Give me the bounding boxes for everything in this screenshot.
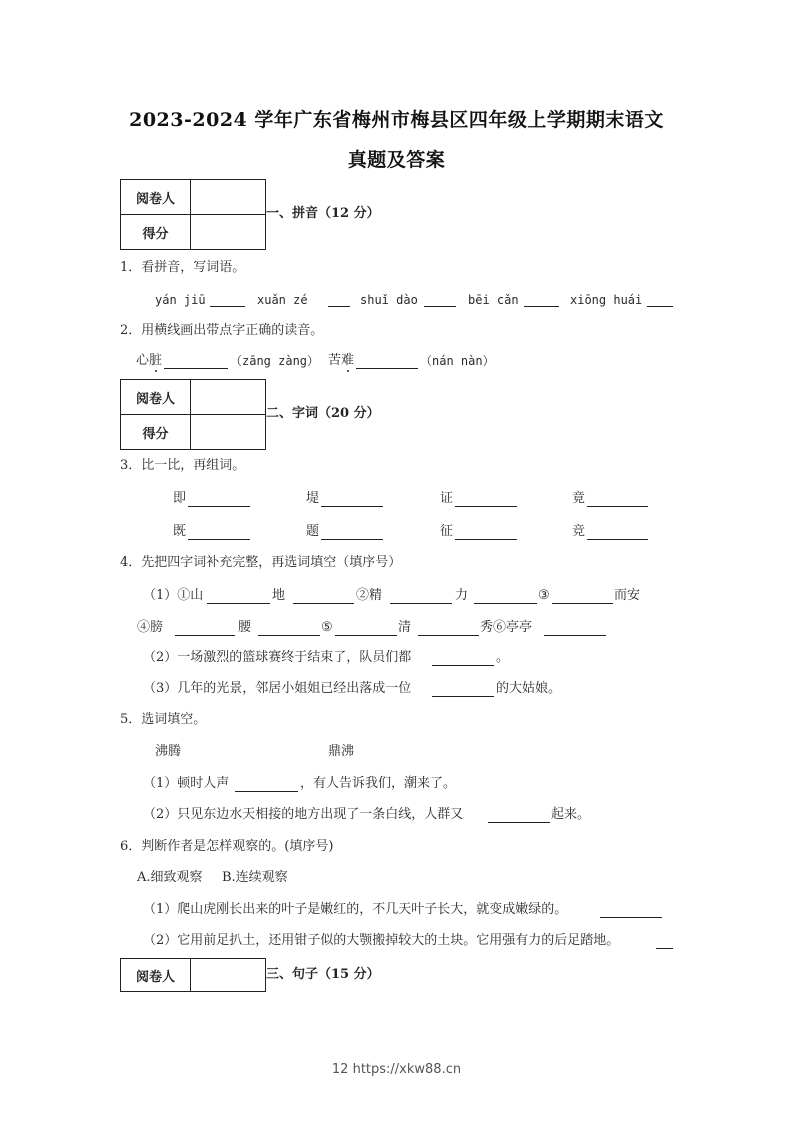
dotted-word <box>328 353 354 369</box>
fill-sentence: （2）只见东边水天相接的地方出现了一条白线，人群又 <box>143 807 464 822</box>
answer-blank[interactable] <box>175 635 235 636</box>
compare-char: 题 <box>306 524 320 539</box>
answer-blank[interactable] <box>587 506 648 507</box>
choice-option: B.连续观察 <box>222 870 288 885</box>
dotted-word <box>136 353 162 369</box>
answer-blank[interactable] <box>335 635 397 636</box>
document-title-line-2: 真题及答案 <box>347 149 446 171</box>
pinyin-item: bēi cǎn <box>468 293 519 307</box>
compare-char: 竟 <box>572 491 586 506</box>
idiom-fragment: 地 <box>272 588 286 603</box>
answer-blank[interactable] <box>418 635 479 636</box>
grader-cell <box>191 959 266 992</box>
answer-blank[interactable] <box>474 603 537 604</box>
word-char: 心 <box>136 353 150 368</box>
fill-sentence: （2）一场激烈的篮球赛终于结束了，队员们都 <box>143 650 412 665</box>
pinyin-item: shuǐ dào <box>360 293 418 307</box>
score-label: 得分 <box>121 415 191 450</box>
answer-blank[interactable] <box>524 306 559 307</box>
fill-sentence-end: 。 <box>496 650 510 665</box>
section-heading-pinyin: 一、拼音（12 分） <box>266 206 380 221</box>
answer-blank[interactable] <box>164 368 228 369</box>
answer-blank[interactable] <box>587 539 648 540</box>
document-title-line-1: 2023-2024 学年广东省梅州市梅县区四年级上学期期末语文 <box>129 109 664 131</box>
idiom-fragment: ⑤ <box>321 620 333 635</box>
grader-cell <box>191 380 266 415</box>
answer-blank[interactable] <box>235 791 298 792</box>
answer-blank[interactable] <box>390 603 452 604</box>
idiom-fragment: 而安 <box>614 588 641 603</box>
answer-blank[interactable] <box>432 696 494 697</box>
answer-blank[interactable] <box>544 635 606 636</box>
answer-blank[interactable] <box>455 506 517 507</box>
answer-blank[interactable] <box>356 368 418 369</box>
fill-sentence: （3）几年的光景，邻居小姐姐已经出落成一位 <box>143 681 412 696</box>
question-6-prompt: 6．判断作者是怎样观察的。(填序号) <box>120 839 334 854</box>
section-heading-sentences: 三、句子（15 分） <box>266 967 380 982</box>
reading-options: （nán nàn） <box>420 354 495 368</box>
question-2-prompt: 2．用横线画出带点字正确的读音。 <box>120 323 324 338</box>
compare-char: 证 <box>440 491 454 506</box>
section-heading-words: 二、字词（20 分） <box>266 406 380 421</box>
answer-blank[interactable] <box>424 306 456 307</box>
grader-label: 阅卷人 <box>121 380 191 415</box>
idiom-fragment: ②精 <box>356 588 383 603</box>
footer-url: https://xkw88.cn <box>352 1062 462 1077</box>
observation-sentence: （1）爬山虎刚长出来的叶子是嫩红的，不几天叶子长大，就变成嫩绿的。 <box>143 902 568 917</box>
dotted-char: 难 <box>341 353 355 368</box>
answer-blank[interactable] <box>455 539 517 540</box>
answer-blank[interactable] <box>321 539 383 540</box>
choice-option: A.细致观察 <box>137 870 203 885</box>
answer-blank[interactable] <box>188 506 250 507</box>
word-option: 鼎沸 <box>328 744 355 759</box>
question-3-prompt: 3．比一比，再组词。 <box>120 458 246 473</box>
fill-sentence: （1）顿时人声 <box>143 776 230 791</box>
answer-blank[interactable] <box>656 948 673 949</box>
answer-blank[interactable] <box>210 306 245 307</box>
idiom-fragment: 秀⑥亭亭 <box>480 620 533 635</box>
fill-sentence-end: 起来。 <box>551 807 591 822</box>
answer-blank[interactable] <box>188 539 250 540</box>
grader-cell <box>191 180 266 215</box>
answer-blank[interactable] <box>293 603 354 604</box>
compare-char: 既 <box>173 524 187 539</box>
answer-blank[interactable] <box>328 306 350 307</box>
answer-blank[interactable] <box>432 665 494 666</box>
idiom-fragment: 腰 <box>238 620 252 635</box>
fill-sentence-end: ，有人告诉我们，潮来了。 <box>300 776 457 791</box>
grader-label: 阅卷人 <box>121 959 191 992</box>
compare-char: 竞 <box>572 524 586 539</box>
grader-label: 阅卷人 <box>121 180 191 215</box>
page-footer <box>0 1062 793 1077</box>
grader-score-table-2 <box>120 379 266 450</box>
fill-sentence-end: 的大姑娘。 <box>496 681 562 696</box>
question-1-prompt: 1．看拼音，写词语。 <box>120 260 246 275</box>
answer-blank[interactable] <box>600 917 662 918</box>
dotted-char: 脏 <box>149 353 163 368</box>
observation-sentence: （2）它用前足扒土，还用钳子似的大颚搬掉较大的土块。它用强有力的后足踏地。 <box>143 933 620 948</box>
idiom-fragment: ④膀 <box>137 620 164 635</box>
compare-char: 堤 <box>306 491 320 506</box>
question-5-prompt: 5．选词填空。 <box>120 712 207 727</box>
answer-blank[interactable] <box>321 506 383 507</box>
answer-blank[interactable] <box>488 822 550 823</box>
idiom-fragment: （1）①山 <box>143 588 204 603</box>
idiom-fragment: ③ <box>538 588 550 603</box>
grader-score-table-3 <box>120 958 266 992</box>
answer-blank[interactable] <box>258 635 320 636</box>
reading-options: （zāng zàng） <box>230 354 320 368</box>
score-cell <box>191 215 266 250</box>
compare-char: 征 <box>440 524 454 539</box>
score-label: 得分 <box>121 215 191 250</box>
answer-blank[interactable] <box>552 603 613 604</box>
idiom-fragment: 力 <box>455 588 469 603</box>
score-cell <box>191 415 266 450</box>
answer-blank[interactable] <box>207 603 270 604</box>
page-number: 12 <box>331 1062 349 1077</box>
compare-char: 即 <box>173 491 187 506</box>
answer-blank[interactable] <box>647 306 673 307</box>
word-char: 苦 <box>328 353 342 368</box>
word-option: 沸腾 <box>155 744 182 759</box>
grader-score-table-1 <box>120 179 266 250</box>
pinyin-item: xiōng huái <box>570 293 643 307</box>
idiom-fragment: 清 <box>398 620 412 635</box>
question-4-prompt: 4．先把四字词补充完整，再选词填空（填序号） <box>120 555 402 570</box>
pinyin-item: yán jiū <box>155 293 206 307</box>
pinyin-item: xuǎn zé <box>257 293 308 307</box>
